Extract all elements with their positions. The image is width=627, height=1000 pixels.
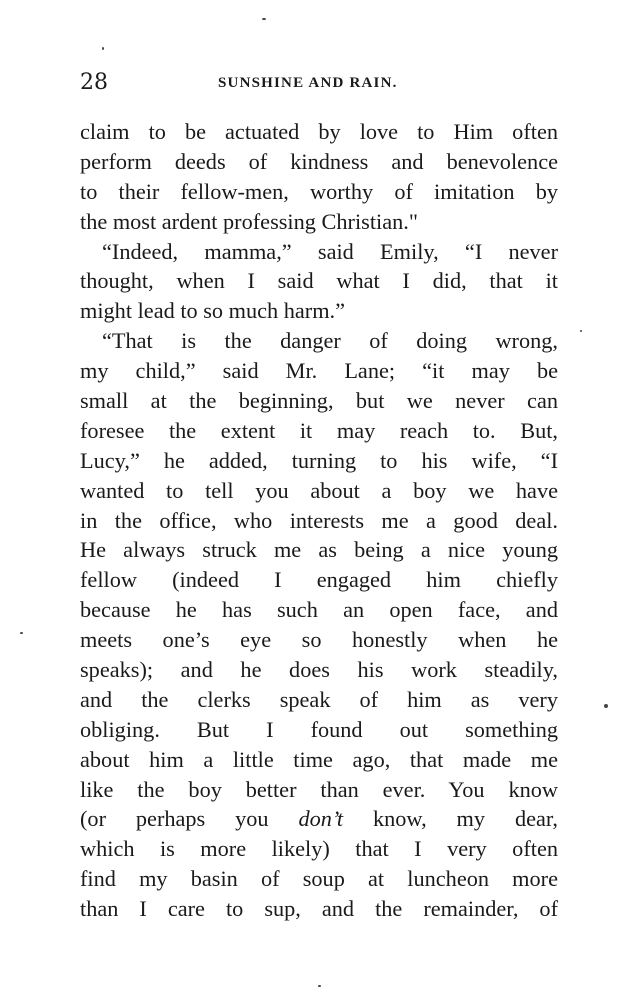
scan-speck [604,704,608,708]
text-line: small at the beginning, but we never can [80,388,558,414]
scan-speck [318,985,321,987]
scan-speck [20,632,23,634]
page-number: 28 [80,70,108,95]
text-line: find my basin of soup at luncheon more [80,866,558,892]
italic-word: don’t [298,806,344,832]
text-line: in the office, who interests me a good deal. [80,507,558,533]
text-line: “That is the danger of doing wrong, [102,328,558,354]
text-line: and the clerks speak of him as very [80,686,558,712]
page-header [80,70,558,100]
text-line: might lead to so much harm.” [80,298,346,324]
text-line: meets one’s eye so honestly when he [80,627,558,653]
text-line: thought, when I said what I did, that it [80,268,558,294]
body-text [80,117,558,924]
text-line: perform deeds of kindness and benevolence [80,148,558,174]
text-line: He always struck me as being a nice young [80,537,558,563]
scan-speck [580,330,582,332]
text-line: “Indeed, mamma,” said Emily, “I never [102,238,558,264]
text-line: like the boy better than ever. You know [80,776,558,802]
text-line: because he has such an open face, and [80,597,558,623]
text-line: my child,” said Mr. Lane; “it may be [80,358,558,384]
text-line: fellow (indeed I engaged him chiefly [80,567,558,593]
running-title: SUNSHINE AND RAIN. [218,75,398,91]
text-line: speaks); and he does his work steadily, [80,657,558,683]
text-line: than I care to sup, and the remainder, of [80,896,558,922]
text-line: about him a little time ago, that made me [80,746,558,772]
text-line: obliging. But I found out something [80,716,558,742]
scan-speck [102,47,104,50]
text-line: to their fellow-men, worthy of imitation by [80,178,558,204]
text-line: Lucy,” he added, turning to his wife, “I [80,447,558,473]
text-line: which is more likely) that I very often [80,836,558,862]
text-line: foresee the extent it may reach to. But, [80,417,558,443]
text-line: (or perhaps you don’t know, my dear, [80,806,558,832]
text-line: wanted to tell you about a boy we have [80,477,558,503]
scan-speck [262,18,266,20]
text-line: the most ardent professing Christian." [80,208,418,234]
text-line: claim to be actuated by love to Him often [80,119,558,144]
